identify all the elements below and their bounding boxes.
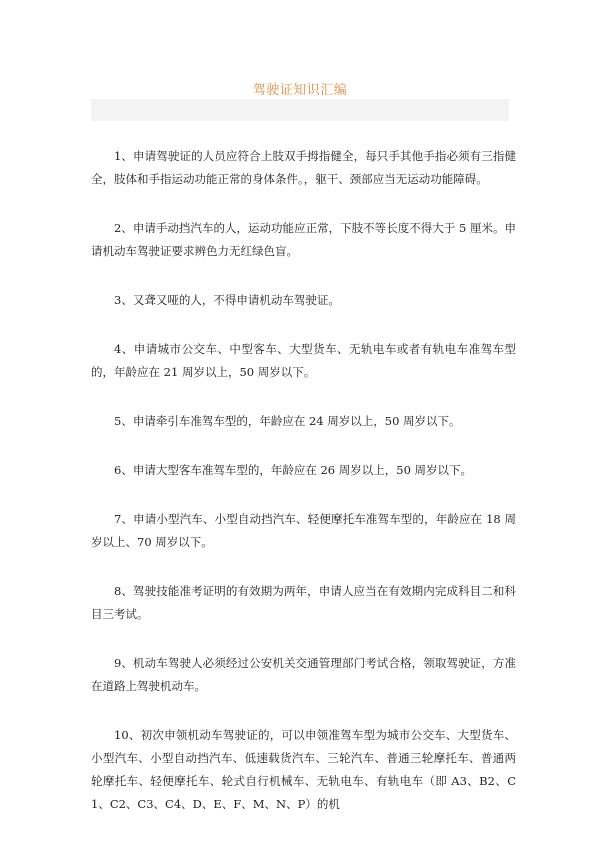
paragraph-4: 4、申请城市公交车、中型客车、大型货车、无轨电车或者有轨电车准驾车型的，年龄应在 21 周岁以上，50 周岁以下。 (91, 342, 516, 379)
paragraph-5: 5、申请牵引车准驾车型的，年龄应在 24 周岁以上，50 周岁以下。 (114, 414, 461, 428)
document-body (91, 145, 516, 842)
paragraph-2: 2、申请手动挡汽车的人，运动功能应正常，下肢不等长度不得大于 5 厘米。申请机动车驾驶证要求辨色力无红绿色盲。 (91, 221, 516, 258)
paragraph-7: 7、申请小型汽车、小型自动挡汽车、轻便摩托车准驾车型的，年龄应在 18 周岁以上、70 周岁以下。 (91, 512, 516, 549)
paragraph-9: 9、机动车驾驶人必须经过公安机关交通管理部门考试合格，领取驾驶证，方准在道路上驾驶机动车。 (91, 656, 516, 693)
document-title: 驾驶证知识汇编 (252, 83, 348, 98)
paragraph-6: 6、申请大型客车准驾车型的，年龄应在 26 周岁以上，50 周岁以下。 (114, 463, 473, 477)
paragraph-10: 10、初次申领机动车驾驶证的，可以申领准驾车型为城市公交车、大型货车、小型汽车、小型自动挡汽车、低速载货汽车、三轮汽车、普通三轮摩托车、普通两轮摩托车、轻便摩托车、轮式自行机械车、无轨电车、有轨电车（即 A3、B2、C1、C2、C3、C4、D、E、F、M、N、P）的机 (91, 728, 516, 811)
title-underline-bar (91, 99, 509, 121)
paragraph-3: 3、又聋又哑的人，不得申请机动车驾驶证。 (114, 293, 340, 307)
paragraph-8: 8、驾驶技能准考证明的有效期为两年，申请人应当在有效期内完成科目二和科目三考试。 (91, 584, 516, 621)
paragraph-1: 1、申请驾驶证的人员应符合上肢双手拇指健全，每只手其他手指必须有三指健全，肢体和手指运动功能正常的身体条件。，躯干、颈部应当无运动功能障碍。 (91, 149, 516, 186)
